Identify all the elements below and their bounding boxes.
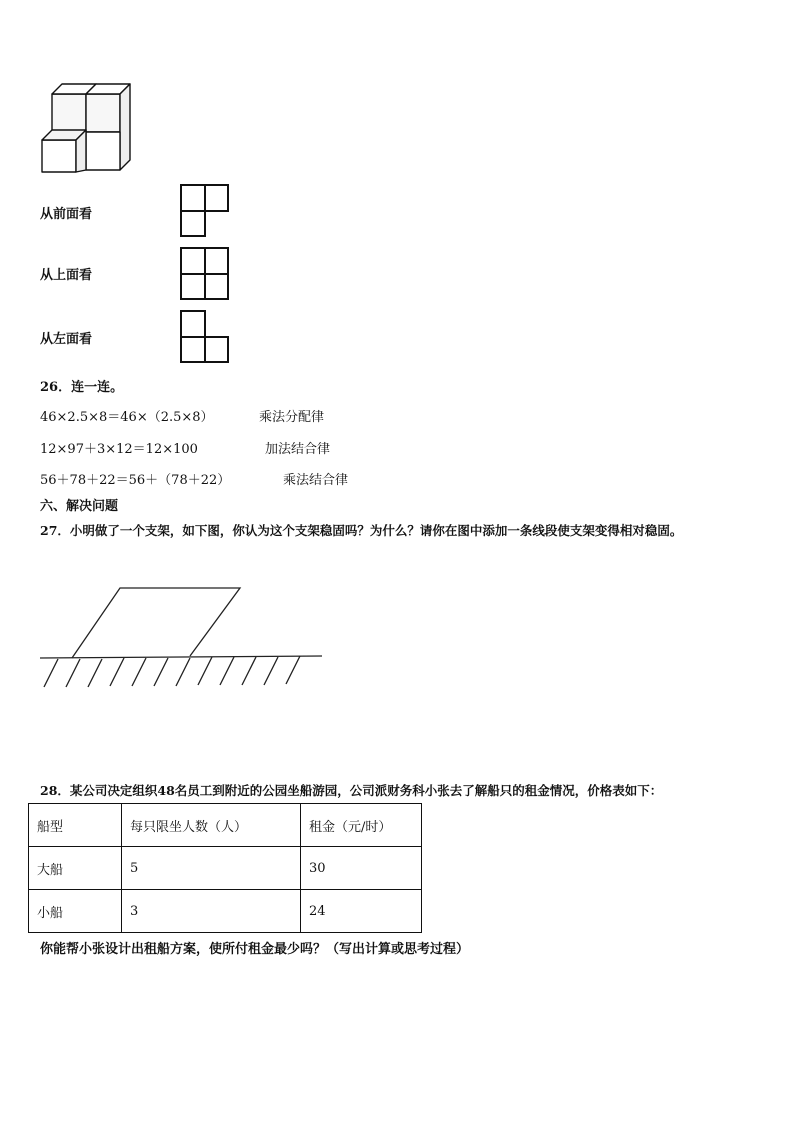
table-cell: 3 bbox=[122, 890, 301, 933]
table-cell: 5 bbox=[122, 847, 301, 890]
q26-expr-1: 46×2.5×8＝46×（2.5×8） bbox=[40, 410, 214, 425]
q26-expr-2: 12×97＋3×12＝12×100 bbox=[40, 442, 198, 457]
table-cell: 24 bbox=[301, 890, 422, 933]
table-header-cell: 每只限坐人数（人） bbox=[122, 804, 301, 847]
table-row bbox=[29, 847, 422, 890]
table-cell: 小船 bbox=[29, 890, 122, 933]
front-view-grid bbox=[180, 184, 230, 238]
q26-law-2: 加法结合律 bbox=[265, 442, 331, 457]
q26-law-1: 乘法分配律 bbox=[259, 410, 325, 425]
table-cell: 大船 bbox=[29, 847, 122, 890]
table-header-row bbox=[29, 804, 422, 847]
q26-law-3: 乘法结合律 bbox=[283, 473, 349, 488]
q26-expr-3: 56＋78＋22＝56＋（78＋22） bbox=[40, 473, 231, 488]
table-cell: 30 bbox=[301, 847, 422, 890]
table-row bbox=[29, 890, 422, 933]
q28-question: 你能帮小张设计出租船方案，使所付租金最少吗？（写出计算或思考过程） bbox=[40, 942, 470, 957]
view-label-front: 从前面看 bbox=[40, 207, 93, 222]
view-label-left: 从左面看 bbox=[40, 332, 93, 347]
section-heading: 六、解决问题 bbox=[40, 499, 119, 514]
top-view-grid bbox=[180, 247, 230, 301]
q28-text: 28．某公司决定组织48名员工到附近的公园坐船游园，公司派财务科小张去了解船只的租金情况，价格表如下： bbox=[40, 783, 663, 798]
left-view-grid bbox=[180, 310, 230, 364]
view-label-top: 从上面看 bbox=[40, 268, 93, 283]
table-header-cell: 租金（元/时） bbox=[301, 804, 422, 847]
q26-title: 26．连一连。 bbox=[40, 380, 124, 395]
q27-text: 27．小明做了一个支架，如下图，你认为这个支架稳固吗？为什么？请你在图中添加一条线段使支架变得相对稳固。 bbox=[40, 523, 683, 538]
cube-stack-figure bbox=[40, 82, 130, 174]
boat-price-table bbox=[28, 803, 422, 933]
table-header-cell: 船型 bbox=[29, 804, 122, 847]
support-bracket-figure bbox=[40, 572, 340, 702]
